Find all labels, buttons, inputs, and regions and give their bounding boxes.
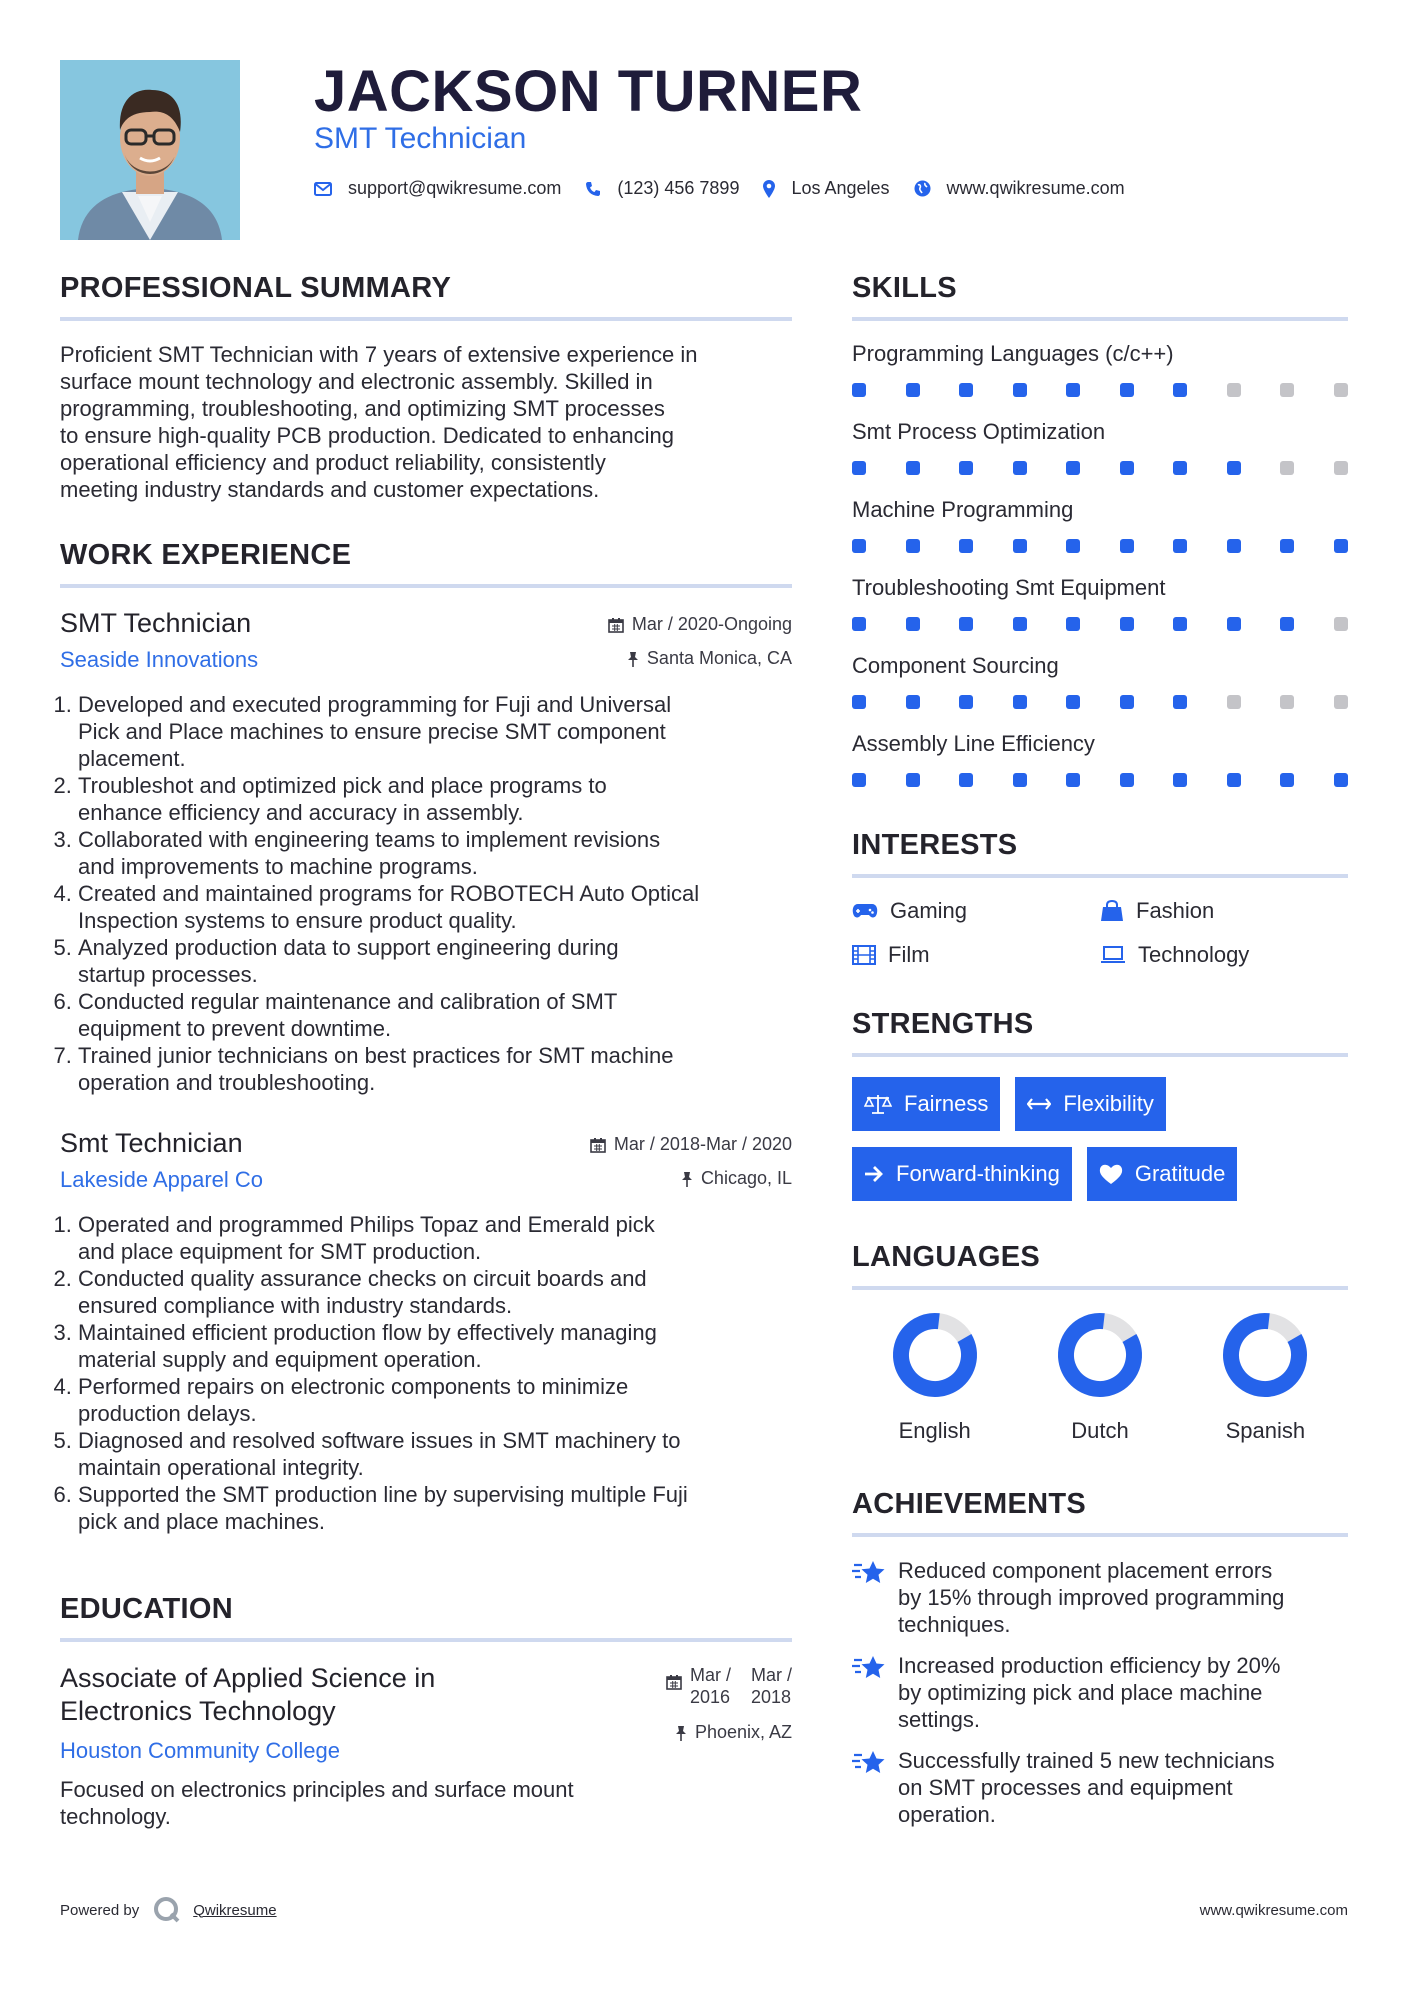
summary-line: meeting industry standards and customer expectations. [60,477,600,502]
rating-dot-filled [1227,773,1241,787]
job-entry [60,1128,792,1535]
powered-by: Powered by Qwikresume [60,1896,277,1924]
job-duties [60,1211,792,1535]
achievement-item [852,1652,1348,1733]
achievements-section [852,1488,1348,1828]
rating-dot-filled [906,617,920,631]
skill-rating [852,617,1348,631]
summary-heading: PROFESSIONAL SUMMARY [60,272,792,321]
rating-dot-filled [1120,617,1134,631]
skill-rating [852,695,1348,709]
interests-heading: INTERESTS [852,829,1348,878]
duty-item: 5. Diagnosed and resolved software issues in SMT machinery to maintain operational integrity. [78,1427,792,1481]
qwikresume-logo-icon [153,1896,181,1924]
contact-location [763,178,889,199]
rating-dot-filled [1066,695,1080,709]
rating-dot-filled [1120,461,1134,475]
rating-dot-filled [959,461,973,475]
rating-dot-filled [959,617,973,631]
duty-item: 6. Conducted regular maintenance and calibration of SMT equipment to prevent downtime. [78,988,792,1042]
candidate-title: SMT Technician [314,122,527,155]
rating-dot-filled [1066,383,1080,397]
rating-dot-filled [906,773,920,787]
skill-name: Component Sourcing [852,653,1059,678]
rating-dot-filled [906,461,920,475]
pushpin-icon [681,1171,693,1187]
skill-item [852,653,1348,709]
achievements-list [852,1557,1348,1828]
strength-tag: Fairness [852,1077,1000,1131]
education-description: Focused on electronics principles and surface mount technology. [60,1777,574,1829]
rating-dot-filled [852,383,866,397]
brand-link[interactable]: Qwikresume [193,1901,277,1919]
donut-fill [1055,1310,1145,1400]
contact-website-text: www.qwikresume.com [946,178,1125,198]
job-title: SMT Technician [60,608,252,638]
duty-item: 2. Troubleshot and optimized pick and place programs to enhance efficiency and accuracy in assembly. [78,772,792,826]
rating-dot-filled [1120,773,1134,787]
rating-dot-filled [1013,617,1027,631]
rating-dot-filled [1173,617,1187,631]
summary-line: operational efficiency and product reliability, consistently [60,450,606,475]
footer [60,1896,1348,1924]
rating-dot-filled [959,383,973,397]
profile-photo [60,60,240,240]
duty-item: 7. Trained junior technicians on best practices for SMT machine operation and troubleshooting. [78,1042,792,1096]
rating-dot-filled [1120,695,1134,709]
strengths-heading: STRENGTHS [852,1008,1348,1057]
right-column [852,272,1348,1842]
donut-fill [1220,1310,1310,1400]
summary-line: programming, troubleshooting, and optimizing SMT processes [60,396,665,421]
skills-list [852,341,1348,787]
duty-item: 3. Collaborated with engineering teams to implement revisions and improvements to machine programs. [78,826,792,880]
achievement-text: Successfully trained 5 new technicians on SMT processes and equipment operation. [898,1748,1275,1827]
contact-phone-text: (123) 456 7899 [617,178,740,198]
rating-dot-filled [1173,461,1187,475]
skill-rating [852,773,1348,787]
job-dates [590,1134,792,1155]
education-section [60,1593,792,1830]
achievement-text: Increased production efficiency by 20% by optimizing pick and place machine settings. [898,1653,1281,1732]
skill-item [852,341,1348,397]
rating-dot-filled [1013,773,1027,787]
language-item [1017,1310,1182,1444]
interest-film: Film [852,942,1100,968]
summary-line: Proficient SMT Technician with 7 years of extensive experience in [60,342,698,367]
laptop-icon [1100,946,1126,964]
job-dates-text: Mar / 2018-Mar / 2020 [613,1134,792,1154]
rating-dot-filled [1280,773,1294,787]
phone-icon [585,181,601,197]
rating-dot-empty [1280,461,1294,475]
achievements-heading: ACHIEVEMENTS [852,1488,1348,1537]
map-pin-icon [763,180,775,198]
duty-item: 5. Analyzed production data to support engineering during startup processes. [78,934,792,988]
footer-website[interactable]: www.qwikresume.com [1199,1901,1348,1919]
language-name: Dutch [1071,1418,1129,1443]
rating-dot-filled [959,539,973,553]
rating-dot-filled [1173,539,1187,553]
rating-dot-empty [1280,383,1294,397]
rating-dot-filled [1227,461,1241,475]
contact-phone[interactable] [585,178,739,199]
interest-technology: Technology [1100,942,1348,968]
skill-name: Assembly Line Efficiency [852,731,1095,756]
strengths-section [852,1008,1348,1201]
envelope-icon [314,182,332,196]
languages-list [852,1310,1348,1444]
rating-dot-filled [852,773,866,787]
pushpin-icon [627,651,639,667]
achievement-item [852,1557,1348,1638]
rating-dot-filled [1066,539,1080,553]
donut-fill [890,1310,980,1400]
rating-dot-filled [959,695,973,709]
summary-section [60,272,792,503]
skill-item [852,731,1348,787]
rating-dot-filled [1227,539,1241,553]
rating-dot-filled [959,773,973,787]
rating-dot-filled [1334,539,1348,553]
skill-rating [852,383,1348,397]
person-photo-icon [60,60,240,240]
skill-item [852,497,1348,553]
contact-email-text: support@qwikresume.com [348,178,562,198]
contact-email[interactable] [314,178,561,199]
rating-dot-empty [1334,383,1348,397]
shopping-bag-icon [1100,900,1124,922]
job-company: Lakeside Apparel Co [60,1167,264,1192]
language-donut [1220,1310,1310,1400]
calendar-icon [590,1137,606,1153]
education-dates: Mar / 2016 Mar / 2018 [666,1664,792,1708]
rating-dot-filled [1280,617,1294,631]
interests-section [852,829,1348,968]
skill-item [852,419,1348,475]
duty-item: 4. Performed repairs on electronic components to minimize production delays. [78,1373,792,1427]
language-name: Spanish [1225,1418,1306,1443]
language-donut [1055,1310,1145,1400]
rating-dot-empty [1334,695,1348,709]
job-location-text: Chicago, IL [700,1168,792,1188]
rating-dot-filled [906,539,920,553]
calendar-icon [608,617,624,633]
achievement-item [852,1747,1348,1828]
interest-gaming: Gaming [852,898,1100,924]
rating-dot-filled [1066,461,1080,475]
candidate-name: JACKSON TURNER [314,59,863,124]
rating-dot-filled [1227,617,1241,631]
rating-dot-filled [1013,695,1027,709]
rating-dot-filled [1173,383,1187,397]
contact-location-text: Los Angeles [791,178,890,198]
job-location [681,1168,792,1189]
skill-rating [852,461,1348,475]
film-icon [852,945,876,965]
duty-item: 1. Developed and executed programming for Fuji and Universal Pick and Place machines to ensure precise SMT component placement. [78,691,792,772]
rating-dot-filled [1066,617,1080,631]
shooting-star-icon [852,1559,886,1587]
rating-dot-filled [1120,539,1134,553]
skill-name: Machine Programming [852,497,1074,522]
strength-tags [852,1077,1348,1201]
shooting-star-icon [852,1654,886,1682]
skill-rating [852,539,1348,553]
contact-bar [314,178,1149,199]
globe-icon [914,180,931,197]
rating-dot-filled [906,383,920,397]
education-heading: EDUCATION [60,1593,792,1642]
skills-section [852,272,1348,787]
interest-fashion: Fashion [1100,898,1348,924]
summary-line: to ensure high-quality PCB production. Dedicated to enhancing [60,423,674,448]
rating-dot-filled [852,539,866,553]
strength-tag: Gratitude [1087,1147,1238,1201]
duty-item: 6. Supported the SMT production line by supervising multiple Fuji pick and place machines. [78,1481,792,1535]
rating-dot-empty [1227,695,1241,709]
rating-dot-filled [1173,695,1187,709]
language-name: English [898,1418,971,1443]
education-location: Phoenix, AZ [675,1722,792,1743]
rating-dot-filled [1120,383,1134,397]
rating-dot-empty [1227,383,1241,397]
achievement-text: Reduced component placement errors by 15% through improved programming techniques. [898,1558,1285,1637]
arrows-horizontal-icon [1027,1098,1051,1110]
languages-heading: LANGUAGES [852,1241,1348,1290]
pushpin-icon [675,1725,687,1741]
experience-section [60,539,792,1535]
languages-section [852,1241,1348,1444]
left-column [60,272,792,1830]
duty-item: 2. Conducted quality assurance checks on circuit boards and ensured compliance with industry standards. [78,1265,792,1319]
skill-name: Troubleshooting Smt Equipment [852,575,1166,600]
job-entry [60,608,792,1096]
duty-item: 4. Created and maintained programs for ROBOTECH Auto Optical Inspection systems to ensure product quality. [78,880,792,934]
rating-dot-filled [852,617,866,631]
rating-dot-filled [1334,773,1348,787]
school-name: Houston Community College [60,1738,341,1763]
summary-line: surface mount technology and electronic assembly. Skilled in [60,369,653,394]
rating-dot-filled [1013,539,1027,553]
language-donut [890,1310,980,1400]
job-location-text: Santa Monica, CA [646,648,792,668]
balance-scale-icon [864,1093,892,1115]
job-dates [608,614,792,635]
summary-text [60,341,792,503]
skill-name: Programming Languages (c/c++) [852,341,1174,366]
rating-dot-filled [852,461,866,475]
rating-dot-empty [1334,617,1348,631]
duty-item: 1. Operated and programmed Philips Topaz and Emerald pick and place equipment for SMT production. [78,1211,792,1265]
skill-item [852,575,1348,631]
strength-tag: Forward-thinking [852,1147,1072,1201]
shooting-star-icon [852,1749,886,1777]
duty-item: 3. Maintained efficient production flow by effectively managing material supply and equipment operation. [78,1319,792,1373]
skills-heading: SKILLS [852,272,1348,321]
job-title: Smt Technician [60,1128,243,1158]
rating-dot-filled [1280,539,1294,553]
arrow-right-icon [864,1165,884,1183]
job-company: Seaside Innovations [60,647,259,672]
job-dates-text: Mar / 2020-Ongoing [631,614,792,634]
job-location [627,648,792,669]
contact-website[interactable] [914,178,1125,199]
experience-heading: WORK EXPERIENCE [60,539,792,588]
gamepad-icon [852,902,878,920]
strength-tag: Flexibility [1015,1077,1165,1131]
job-duties [60,691,792,1096]
language-item [1183,1310,1348,1444]
rating-dot-empty [1334,461,1348,475]
rating-dot-filled [1013,461,1027,475]
rating-dot-filled [1066,773,1080,787]
skill-name: Smt Process Optimization [852,419,1106,444]
rating-dot-filled [852,695,866,709]
degree-title: Associate of Applied Science in Electronics Technology [60,1663,436,1726]
rating-dot-empty [1280,695,1294,709]
language-item [852,1310,1017,1444]
rating-dot-filled [906,695,920,709]
rating-dot-filled [1173,773,1187,787]
calendar-icon [666,1674,682,1690]
heart-icon [1099,1163,1123,1185]
rating-dot-filled [1013,383,1027,397]
